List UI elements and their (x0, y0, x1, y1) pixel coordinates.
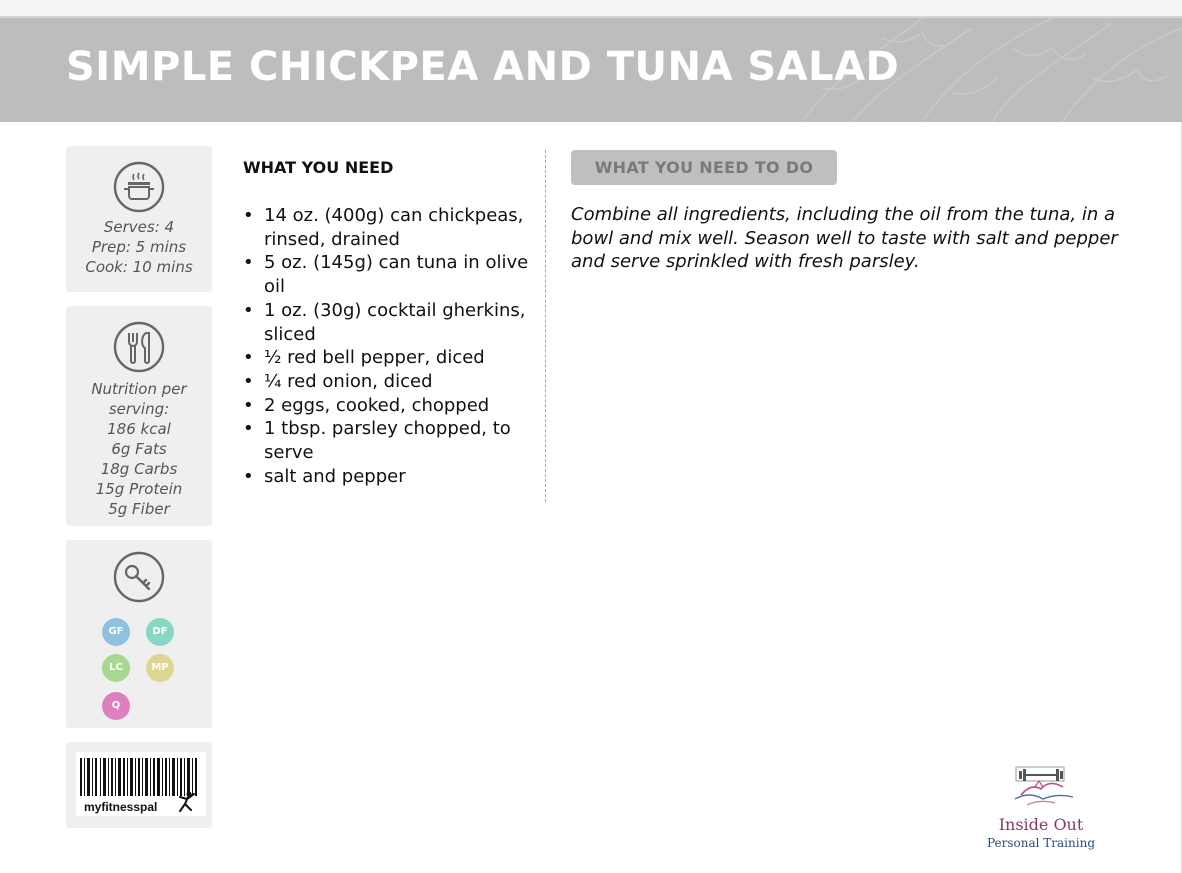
ingredients-list (243, 204, 533, 488)
ingredients-heading: WHAT YOU NEED (243, 158, 394, 177)
ingredient-item: • 1 tbsp. parsley chopped, to serve (243, 417, 533, 464)
nutrition-details (66, 379, 212, 519)
brand-name: Inside Out (998, 815, 1084, 834)
fork-knife-icon (112, 320, 166, 374)
ingredient-item: • salt and pepper (243, 465, 533, 489)
brand-tagline: Personal Training (987, 836, 1095, 850)
badge-meal-prep: MP (146, 654, 174, 682)
badge-dairy-free: DF (146, 618, 174, 646)
prep-time-text: Prep: 5 mins (91, 238, 187, 256)
column-divider (545, 150, 546, 502)
ingredient-item: • 5 oz. (145g) can tuna in olive oil (243, 251, 533, 298)
kcal-text: 186 kcal (107, 420, 171, 438)
barcode-brand-text: myfitnesspal (84, 800, 158, 814)
title-banner (0, 18, 1182, 122)
brand-logo (985, 765, 1097, 851)
cooking-pot-icon (112, 160, 166, 214)
fats-text: 6g Fats (111, 440, 167, 458)
top-strip (0, 0, 1182, 18)
ingredient-item: • ½ red bell pepper, diced (243, 346, 533, 370)
servings-card (66, 146, 212, 292)
badge-low-carb: LC (102, 654, 130, 682)
carbs-text: 18g Carbs (100, 460, 178, 478)
serves-text: Serves: 4 (103, 218, 175, 236)
servings-details (66, 217, 212, 277)
fiber-text: 5g Fiber (108, 500, 170, 518)
nutrition-heading-line2: serving: (108, 400, 170, 418)
barcode-graphic (76, 752, 206, 816)
badge-quick: Q (102, 692, 130, 720)
runner-figure (180, 792, 194, 812)
nutrition-card (66, 306, 212, 526)
myfitnesspal-barcode[interactable] (76, 752, 206, 816)
dietary-key-card (66, 540, 212, 728)
ingredient-item: • 2 eggs, cooked, chopped (243, 394, 533, 418)
ingredient-item: • 1 oz. (30g) cocktail gherkins, sliced (243, 299, 533, 346)
cook-time-text: Cook: 10 mins (85, 258, 193, 276)
ingredient-item: • ¼ red onion, diced (243, 370, 533, 394)
dietary-badges (66, 604, 212, 711)
protein-text: 15g Protein (95, 480, 183, 498)
method-heading: WHAT YOU NEED TO DO (571, 150, 837, 185)
weightlifter-logo-icon (1001, 765, 1081, 809)
badge-gluten-free: GF (102, 618, 130, 646)
page-title: SIMPLE CHICKPEA AND TUNA SALAD (66, 44, 900, 90)
key-icon (112, 550, 166, 604)
method-text: Combine all ingredients, including the oil from the tuna, in a bowl and mix well. Season well to taste with salt and pepper and serve sprinkled with fresh parsley. (571, 204, 1118, 273)
nutrition-heading-line1: Nutrition per (91, 380, 187, 398)
ingredient-item: • 14 oz. (400g) can chickpeas, rinsed, drained (243, 204, 533, 251)
